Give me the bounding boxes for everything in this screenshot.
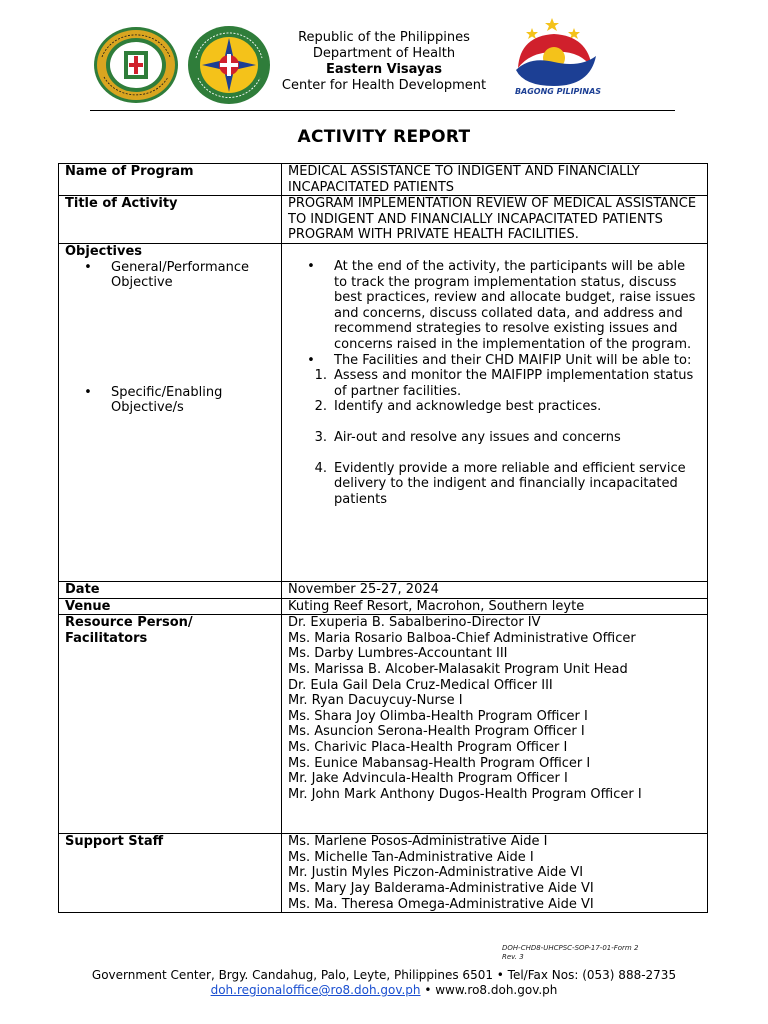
website-text: • www.ro8.doh.gov.ph bbox=[420, 983, 558, 997]
support-person: Ms. Michelle Tan-Administrative Aide I bbox=[288, 849, 534, 865]
resource-person: Ms. Eunice Mabansag-Health Program Officer I bbox=[288, 755, 591, 771]
specific-objective-item: 1. Assess and monitor the MAIFIPP implementation status of partner facilities. bbox=[314, 368, 694, 399]
form-code: DOH-CHD8-UHCPSC-SOP-17-01-Form 2 Rev. 3 bbox=[502, 944, 639, 961]
bullet-icon: • bbox=[84, 259, 92, 275]
general-objective-label: • General/Performance Objective bbox=[65, 260, 275, 291]
resource-person: Mr. John Mark Anthony Dugos-Health Program Officer I bbox=[288, 786, 642, 802]
resource-person: Dr. Exuperia B. Sabalberino-Director IV bbox=[288, 615, 541, 631]
resource-list bbox=[282, 615, 708, 834]
region-line: Eastern Visayas bbox=[326, 62, 442, 77]
venue-label: Venue bbox=[59, 598, 282, 615]
bullet-icon: • bbox=[307, 258, 315, 274]
support-list bbox=[282, 834, 708, 913]
row-support bbox=[59, 834, 708, 913]
objectives-label-cell bbox=[59, 243, 282, 581]
resource-person: Dr. Eula Gail Dela Cruz-Medical Officer III bbox=[288, 677, 553, 693]
support-person: Ms. Ma. Theresa Omega-Administrative Aide VI bbox=[288, 896, 594, 912]
header-divider bbox=[90, 110, 675, 111]
support-person: Ms. Marlene Posos-Administrative Aide I bbox=[288, 834, 548, 850]
support-person: Ms. Mary Jay Balderama-Administrative Aide VI bbox=[288, 880, 594, 896]
specific-objective-item: 3. Air-out and resolve any issues and concerns bbox=[314, 429, 621, 445]
footer-address: Government Center, Brgy. Candahug, Palo, Leyte, Philippines 6501 • Tel/Fax Nos: (053) 888-2735 bbox=[91, 968, 677, 982]
date-value: November 25-27, 2024 bbox=[282, 581, 708, 598]
row-activity bbox=[59, 196, 708, 244]
program-label: Name of Program bbox=[59, 164, 282, 196]
letterhead-text bbox=[270, 30, 498, 94]
specific-objective-item: 2. Identify and acknowledge best practices. bbox=[314, 399, 602, 415]
republic-line: Republic of the Philippines bbox=[298, 30, 470, 45]
doh-eastern-visayas-seal bbox=[186, 24, 272, 106]
resource-person: Ms. Marissa B. Alcober-Malasakit Program Unit Head bbox=[288, 661, 628, 677]
bagong-pilipinas-logo bbox=[510, 14, 606, 98]
resource-person: Mr. Ryan Dacuycuy-Nurse I bbox=[288, 693, 463, 709]
report-title: ACTIVITY REPORT bbox=[297, 127, 471, 147]
date-label: Date bbox=[59, 581, 282, 598]
resource-person: Ms. Charivic Placa-Health Program Officer I bbox=[288, 739, 568, 755]
row-date bbox=[59, 581, 708, 598]
program-value: MEDICAL ASSISTANCE TO INDIGENT AND FINANCIALLY INCAPACITATED PATIENTS bbox=[282, 164, 708, 196]
specific-objective-label: • Specific/Enabling Objective/s bbox=[65, 385, 275, 416]
row-program bbox=[59, 164, 708, 196]
support-person: Mr. Justin Myles Piczon-Administrative Aide VI bbox=[288, 865, 584, 881]
support-label: Support Staff bbox=[59, 834, 282, 913]
bagong-pilipinas-caption: BAGONG PILIPINAS bbox=[514, 87, 602, 96]
revision: Rev. 3 bbox=[502, 953, 524, 961]
row-objectives bbox=[59, 243, 708, 581]
department-line: Department of Health bbox=[312, 46, 456, 61]
row-venue bbox=[59, 598, 708, 615]
resource-person: Ms. Shara Joy Olimba-Health Program Officer I bbox=[288, 708, 588, 724]
objectives-value-cell bbox=[282, 243, 708, 581]
venue-value: Kuting Reef Resort, Macrohon, Southern leyte bbox=[282, 598, 708, 615]
objectives-label: Objectives bbox=[65, 243, 143, 259]
bullet-icon: • bbox=[307, 352, 315, 368]
general-objective-text: • At the end of the activity, the participants will be able to track the program implementation status, discuss best practices, review and allocate budget, raise issues and concerns, discuss collated data, and address and recommend strategies to resolve existing issues and concerns raised in the implementation of the program. bbox=[288, 259, 701, 353]
activity-report-table bbox=[58, 163, 708, 913]
doh-republic-seal bbox=[92, 25, 180, 105]
resource-person: Mr. Jake Advincula-Health Program Officer I bbox=[288, 771, 568, 787]
resource-person: Ms. Maria Rosario Balboa-Chief Administrative Officer bbox=[288, 630, 636, 646]
resource-label: Resource Person/ Facilitators bbox=[59, 615, 282, 834]
resource-person: Ms. Darby Lumbres-Accountant III bbox=[288, 646, 508, 662]
email-link[interactable]: doh.regionaloffice@ro8.doh.gov.ph bbox=[210, 983, 421, 997]
row-resource bbox=[59, 615, 708, 834]
activity-value: PROGRAM IMPLEMENTATION REVIEW OF MEDICAL ASSISTANCE TO INDIGENT AND FINANCIALLY INCAPACITATED PATIENTS PROGRAM WITH PRIVATE HEALTH FACILITIES. bbox=[282, 196, 708, 244]
bullet-icon: • bbox=[84, 384, 92, 400]
footer-contact bbox=[0, 983, 768, 998]
page-footer bbox=[0, 968, 768, 998]
specific-objective-item: 4. Evidently provide a more reliable and efficient service delivery to the indigent and financially incapacitated patients bbox=[314, 460, 686, 507]
specific-objective-intro: • The Facilities and their CHD MAIFIP Unit will be able to: bbox=[288, 353, 701, 369]
resource-person: Ms. Asuncion Serona-Health Program Officer I bbox=[288, 724, 585, 740]
center-line: Center for Health Development bbox=[281, 78, 487, 93]
activity-label: Title of Activity bbox=[59, 196, 282, 244]
